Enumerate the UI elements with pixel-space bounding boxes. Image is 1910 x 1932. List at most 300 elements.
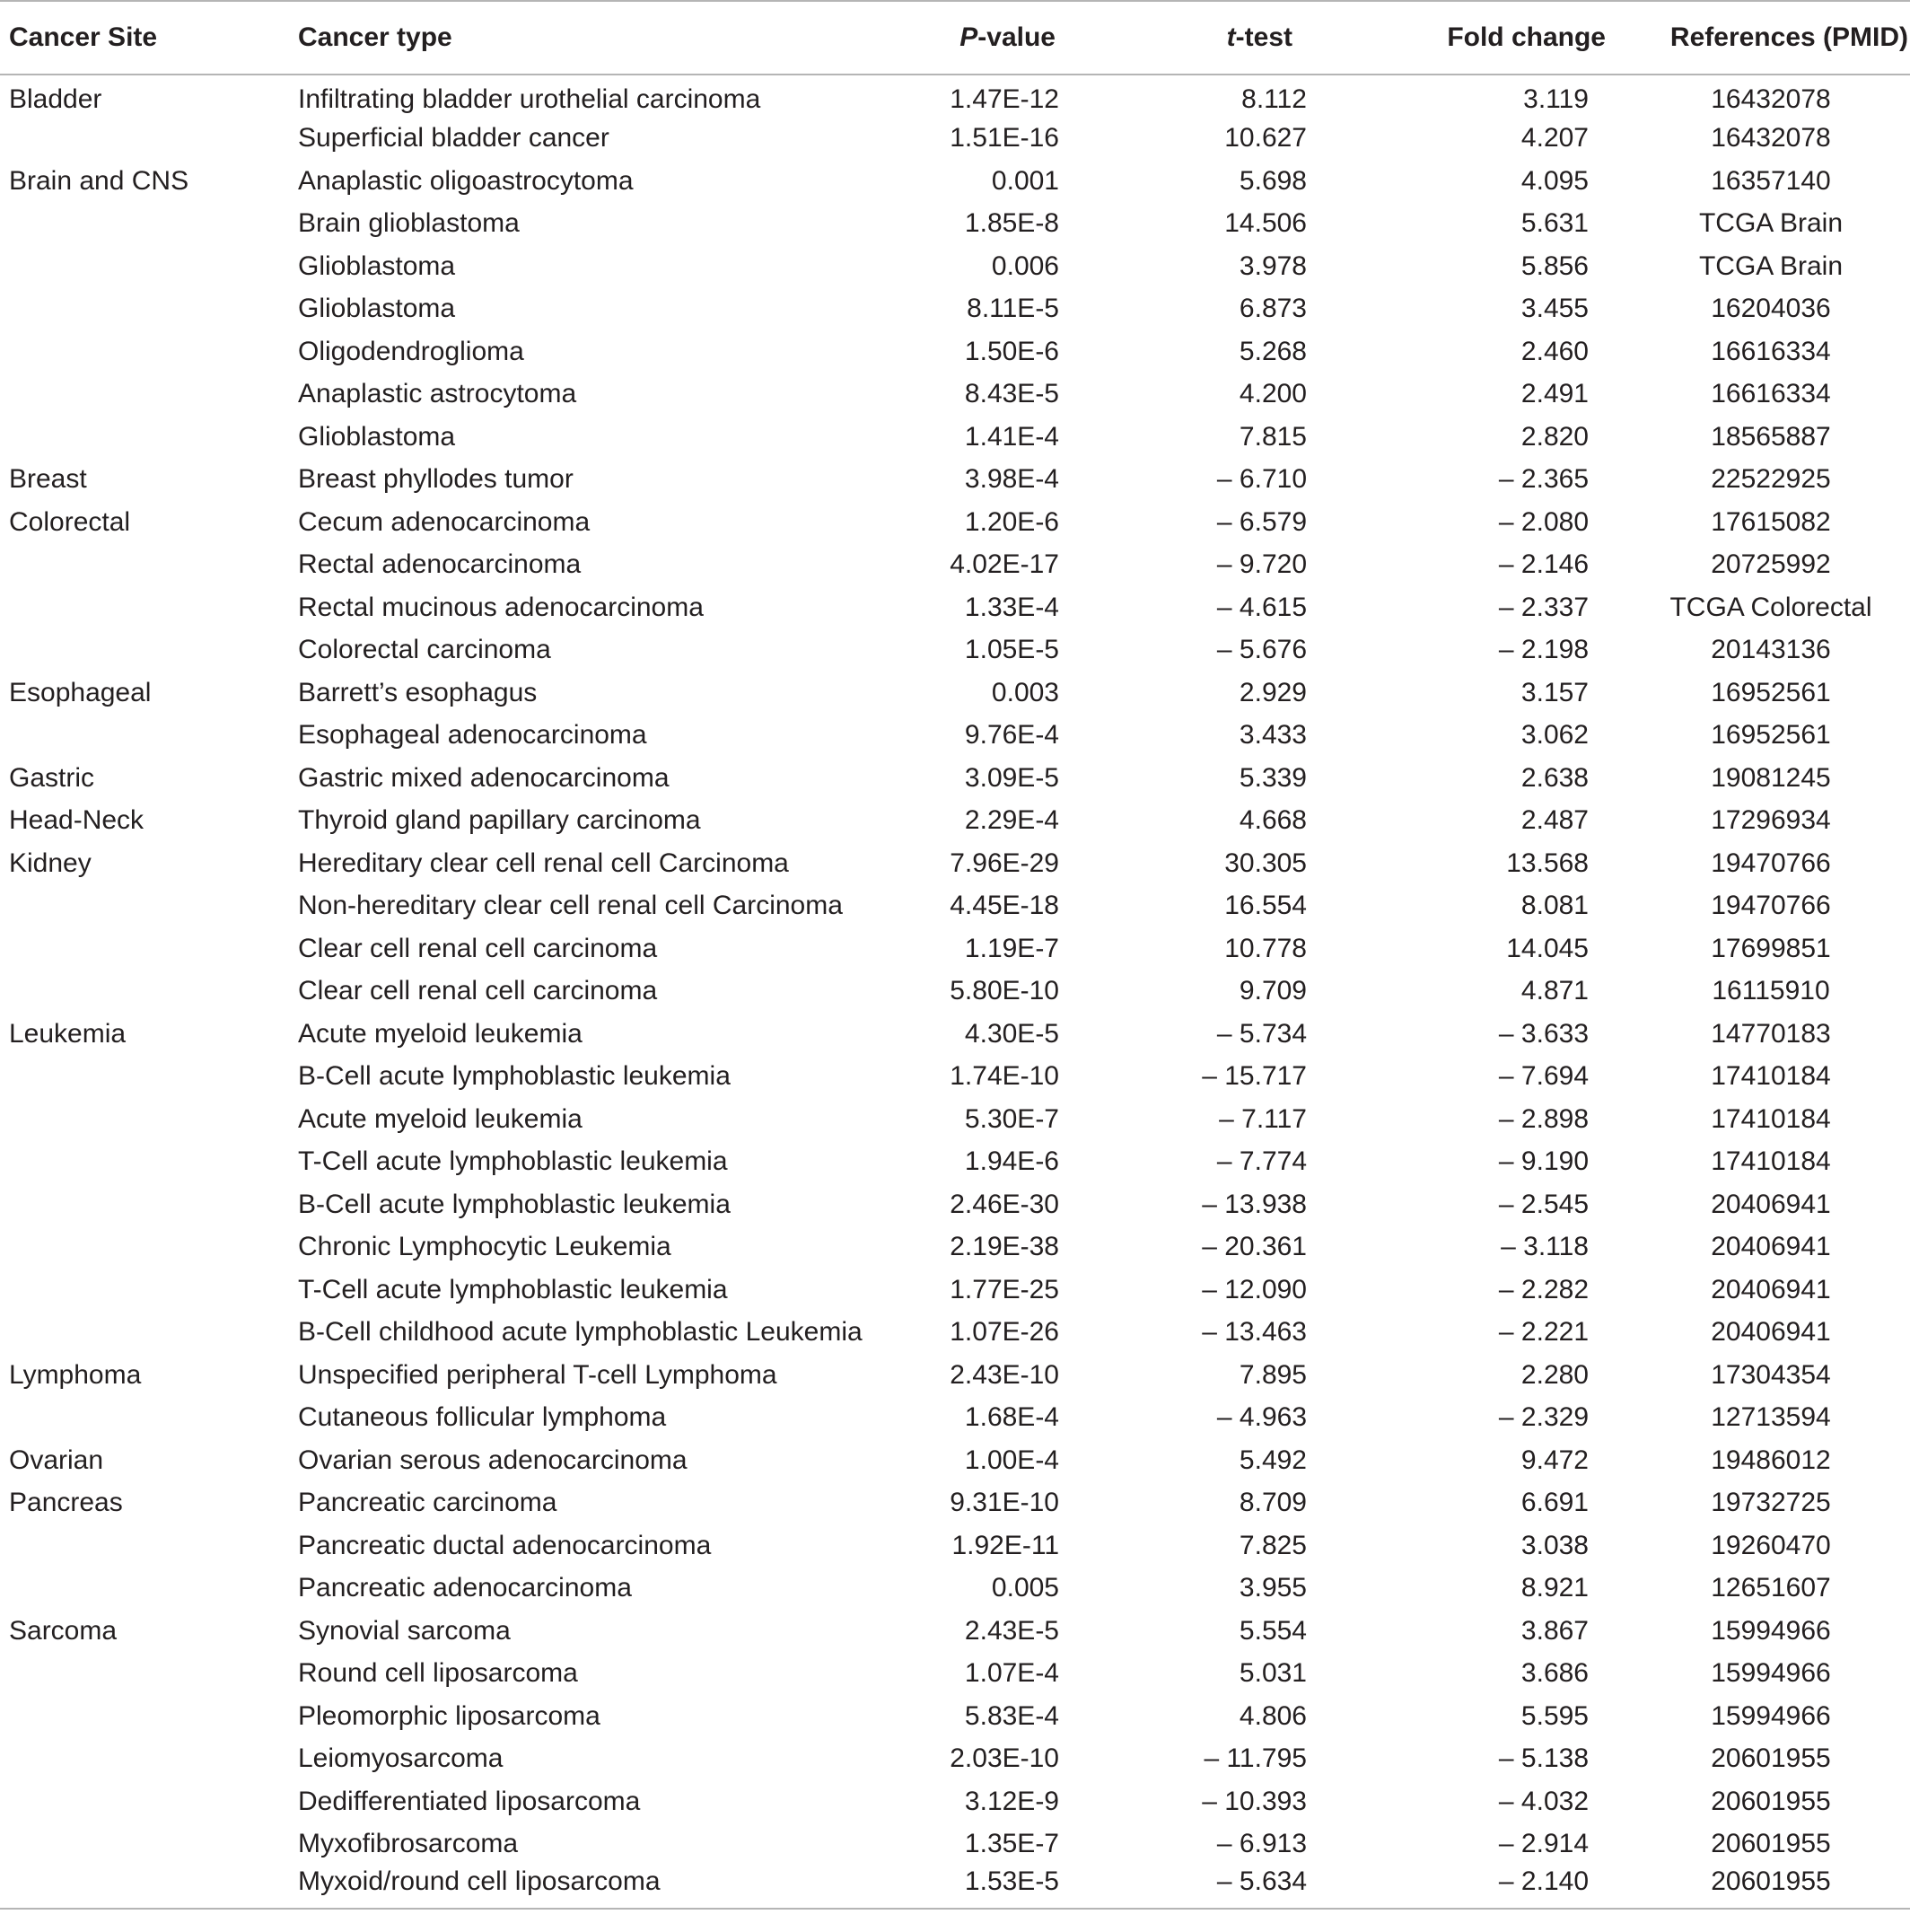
cell-cancer-site <box>0 1866 289 1909</box>
cell-p-value: 1.94E-6 <box>964 1146 1059 1177</box>
cell-cancer-site <box>0 629 289 672</box>
cell-cancer-type: Acute myeloid leukemia <box>298 1018 583 1049</box>
cell-reference: 20725992 <box>1711 549 1831 580</box>
cell-reference: 19081245 <box>1711 762 1831 793</box>
cell-t-test: 4.806 <box>1239 1700 1307 1731</box>
cell-cancer-type: Superficial bladder cancer <box>298 123 609 154</box>
cell-p-value: 1.07E-26 <box>950 1317 1059 1348</box>
cell-reference: 16357140 <box>1711 165 1831 196</box>
cell-cancer-site: Ovarian <box>9 1445 104 1475</box>
cell-fold-change: 8.921 <box>1520 1573 1589 1603</box>
cell-cancer-type: Rectal mucinous adenocarcinoma <box>298 592 704 622</box>
cell-cancer-type: B-Cell acute lymphoblastic leukemia <box>298 1061 731 1092</box>
cell-reference: 17410184 <box>1711 1061 1831 1092</box>
header-cancer-site: Cancer Site <box>0 1 289 75</box>
cell-fold-change: – 2.365 <box>1498 464 1589 495</box>
cell-t-test: 3.433 <box>1239 720 1307 751</box>
cell-t-test: – 13.463 <box>1202 1317 1307 1348</box>
cell-p-value: 2.29E-4 <box>964 805 1059 836</box>
cell-cancer-type: Acute myeloid leukemia <box>298 1103 583 1134</box>
table-row <box>0 800 1910 843</box>
cell-fold-change: 3.686 <box>1520 1658 1589 1689</box>
cell-t-test: – 5.676 <box>1216 635 1307 665</box>
cell-reference: 16204036 <box>1711 294 1831 324</box>
cell-fold-change: 4.871 <box>1520 976 1589 1006</box>
table-row <box>0 1823 1910 1866</box>
cell-fold-change: 2.460 <box>1520 336 1589 366</box>
cell-reference: 19470766 <box>1711 891 1831 921</box>
table-row <box>0 1269 1910 1312</box>
header-references: References (PMID) <box>1610 1 1910 75</box>
cell-cancer-type: Dedifferentiated liposarcoma <box>298 1786 641 1816</box>
cell-fold-change: 3.867 <box>1520 1615 1589 1646</box>
cell-reference: 20601955 <box>1711 1829 1831 1859</box>
cell-fold-change: 3.119 <box>1523 84 1589 115</box>
table-row <box>0 1226 1910 1269</box>
cell-t-test: – 6.913 <box>1216 1829 1307 1859</box>
cell-p-value: 4.02E-17 <box>950 549 1059 580</box>
cell-reference: 16952561 <box>1711 720 1831 751</box>
cell-p-value: 1.53E-5 <box>964 1866 1059 1897</box>
cell-reference: 19260470 <box>1711 1530 1831 1560</box>
cell-reference: 14770183 <box>1711 1018 1831 1049</box>
cell-p-value: 9.31E-10 <box>950 1488 1059 1518</box>
cell-cancer-site <box>0 1269 289 1312</box>
cell-cancer-type: Rectal adenocarcinoma <box>298 549 582 580</box>
cell-reference: 17304354 <box>1711 1359 1831 1390</box>
cell-t-test: 5.492 <box>1239 1445 1307 1475</box>
table-row <box>0 501 1910 544</box>
cell-t-test: 3.955 <box>1239 1573 1307 1603</box>
cell-fold-change: 2.638 <box>1520 762 1589 793</box>
cell-reference: 17615082 <box>1711 506 1831 537</box>
cell-cancer-type: Unspecified peripheral T-cell Lymphoma <box>298 1359 777 1390</box>
cell-fold-change: 3.157 <box>1520 677 1589 707</box>
cell-cancer-site: Bladder <box>9 84 102 115</box>
cell-cancer-site <box>0 1653 289 1696</box>
cell-cancer-site <box>0 1183 289 1226</box>
cell-t-test: 8.709 <box>1239 1488 1307 1518</box>
cell-fold-change: 2.280 <box>1520 1359 1589 1390</box>
cell-cancer-site: Gastric <box>9 762 95 793</box>
cell-cancer-type: Cutaneous follicular lymphoma <box>298 1402 667 1433</box>
cell-cancer-site <box>0 970 289 1014</box>
cell-fold-change: – 5.138 <box>1498 1743 1589 1774</box>
cell-reference: 22522925 <box>1711 464 1831 495</box>
cell-fold-change: – 2.545 <box>1498 1189 1589 1219</box>
cell-p-value: 2.19E-38 <box>950 1232 1059 1262</box>
cell-cancer-type: Esophageal adenocarcinoma <box>298 720 647 751</box>
cell-cancer-type: Round cell liposarcoma <box>298 1658 578 1689</box>
cell-t-test: – 13.938 <box>1202 1189 1307 1219</box>
table-row <box>0 1056 1910 1099</box>
cell-p-value: 1.35E-7 <box>964 1829 1059 1859</box>
table-row <box>0 885 1910 928</box>
cell-fold-change: 6.691 <box>1520 1488 1589 1518</box>
cell-fold-change: 4.095 <box>1520 165 1589 196</box>
cell-reference: 20601955 <box>1711 1866 1831 1897</box>
cell-cancer-site: Esophageal <box>9 677 152 707</box>
cell-cancer-type: Pancreatic carcinoma <box>298 1488 557 1518</box>
cell-cancer-type: Leiomyosarcoma <box>298 1743 504 1774</box>
cell-t-test: 14.506 <box>1224 208 1307 239</box>
cell-p-value: 9.76E-4 <box>964 720 1059 751</box>
cell-p-value: 3.09E-5 <box>964 762 1059 793</box>
cell-t-test: 4.200 <box>1239 379 1307 409</box>
cell-fold-change: 5.631 <box>1520 208 1589 239</box>
cell-cancer-site <box>0 203 289 246</box>
cell-reference: 16432078 <box>1711 123 1831 154</box>
cell-cancer-site: Pancreas <box>9 1488 123 1518</box>
cell-cancer-type: Myxoid/round cell liposarcoma <box>298 1866 661 1897</box>
cell-fold-change: – 2.914 <box>1498 1829 1589 1859</box>
cell-p-value: 2.43E-5 <box>964 1615 1059 1646</box>
cell-fold-change: 2.820 <box>1520 421 1589 452</box>
table-header <box>0 1 1910 75</box>
cell-t-test: 16.554 <box>1224 891 1307 921</box>
cell-cancer-site: Kidney <box>9 847 92 878</box>
cell-fold-change: 4.207 <box>1520 123 1589 154</box>
cell-p-value: 5.83E-4 <box>964 1700 1059 1731</box>
table-row <box>0 1439 1910 1482</box>
cell-p-value: 1.77E-25 <box>950 1274 1059 1304</box>
cell-cancer-site <box>0 1524 289 1568</box>
cell-t-test: 5.554 <box>1239 1615 1307 1646</box>
cell-cancer-site <box>0 1568 289 1611</box>
cell-fold-change: – 9.190 <box>1498 1146 1589 1177</box>
cell-reference: 20406941 <box>1711 1317 1831 1348</box>
cell-cancer-site <box>0 1312 289 1355</box>
cell-fold-change: 5.595 <box>1520 1700 1589 1731</box>
header-p-value-rest: -value <box>977 22 1056 52</box>
cell-t-test: 9.709 <box>1239 976 1307 1006</box>
cell-cancer-type: B-Cell childhood acute lymphoblastic Leukemia <box>298 1317 863 1348</box>
cell-fold-change: 5.856 <box>1520 250 1589 281</box>
table-row <box>0 459 1910 502</box>
cell-p-value: 1.68E-4 <box>964 1402 1059 1433</box>
table-row <box>0 1354 1910 1397</box>
table-row <box>0 203 1910 246</box>
cell-cancer-type: Cecum adenocarcinoma <box>298 506 591 537</box>
table-row <box>0 586 1910 629</box>
header-fold-change: Fold change <box>1366 1 1610 75</box>
cell-reference: 16616334 <box>1711 379 1831 409</box>
cell-p-value: 1.20E-6 <box>964 506 1059 537</box>
cell-t-test: 3.978 <box>1239 250 1307 281</box>
cell-reference: TCGA Colorectal <box>1669 592 1872 622</box>
cell-p-value: 1.00E-4 <box>964 1445 1059 1475</box>
cell-cancer-site <box>0 1098 289 1141</box>
cell-cancer-site <box>0 288 289 331</box>
cell-p-value: 1.19E-7 <box>964 933 1059 963</box>
cell-p-value: 0.006 <box>991 250 1059 281</box>
cell-t-test: – 12.090 <box>1202 1274 1307 1304</box>
cell-cancer-site <box>0 586 289 629</box>
cell-cancer-type: Oligodendroglioma <box>298 336 524 366</box>
cell-fold-change: 2.491 <box>1520 379 1589 409</box>
table-row <box>0 1312 1910 1355</box>
cell-t-test: – 10.393 <box>1202 1786 1307 1816</box>
table-row <box>0 373 1910 417</box>
cell-cancer-type: Clear cell renal cell carcinoma <box>298 976 658 1006</box>
cell-cancer-site <box>0 1780 289 1823</box>
cell-cancer-site <box>0 544 289 587</box>
cell-fold-change: – 2.146 <box>1498 549 1589 580</box>
table-row <box>0 1695 1910 1738</box>
cell-fold-change: – 2.898 <box>1498 1103 1589 1134</box>
header-p-value-italic: P <box>959 22 978 52</box>
cell-fold-change: – 2.221 <box>1498 1317 1589 1348</box>
cell-cancer-type: Pancreatic ductal adenocarcinoma <box>298 1530 712 1560</box>
cell-reference: 20406941 <box>1711 1232 1831 1262</box>
cell-cancer-site <box>0 885 289 928</box>
table-row <box>0 715 1910 758</box>
cell-cancer-site <box>0 1695 289 1738</box>
table-row <box>0 1013 1910 1056</box>
cell-fold-change: 13.568 <box>1506 847 1589 878</box>
cell-reference: 15994966 <box>1711 1615 1831 1646</box>
cell-p-value: 1.74E-10 <box>950 1061 1059 1092</box>
cell-cancer-site <box>0 927 289 970</box>
cell-t-test: 7.825 <box>1239 1530 1307 1560</box>
cell-p-value: 1.47E-12 <box>950 84 1059 115</box>
cell-cancer-site: Head-Neck <box>9 805 145 836</box>
cell-cancer-type: Ovarian serous adenocarcinoma <box>298 1445 688 1475</box>
table-row <box>0 1397 1910 1440</box>
cell-reference: 17410184 <box>1711 1146 1831 1177</box>
table-row <box>0 1610 1910 1653</box>
cell-p-value: 7.96E-29 <box>950 847 1059 878</box>
cell-reference: 19732725 <box>1711 1488 1831 1518</box>
cell-p-value: 1.92E-11 <box>951 1530 1059 1560</box>
cell-cancer-site <box>0 416 289 459</box>
cell-cancer-type: T-Cell acute lymphoblastic leukemia <box>298 1146 728 1177</box>
cell-p-value: 1.51E-16 <box>950 123 1059 154</box>
cell-cancer-type: Thyroid gland papillary carcinoma <box>298 805 701 836</box>
cell-reference: 20143136 <box>1711 635 1831 665</box>
cell-cancer-site <box>0 1397 289 1440</box>
cell-fold-change: – 4.032 <box>1498 1786 1589 1816</box>
cell-fold-change: – 2.080 <box>1498 506 1589 537</box>
cell-t-test: – 4.615 <box>1216 592 1307 622</box>
cell-t-test: 4.668 <box>1239 805 1307 836</box>
cell-t-test: – 5.734 <box>1216 1018 1307 1049</box>
cell-t-test: 6.873 <box>1239 294 1307 324</box>
cell-reference: 20601955 <box>1711 1786 1831 1816</box>
cell-t-test: – 6.579 <box>1216 506 1307 537</box>
cell-fold-change: 3.455 <box>1520 294 1589 324</box>
cell-p-value: 0.003 <box>991 677 1059 707</box>
cell-cancer-type: Breast phyllodes tumor <box>298 464 574 495</box>
cell-reference: 17410184 <box>1711 1103 1831 1134</box>
cell-reference: 20406941 <box>1711 1274 1831 1304</box>
cell-p-value: 8.43E-5 <box>964 379 1059 409</box>
table-row <box>0 330 1910 373</box>
cell-t-test: 7.815 <box>1239 421 1307 452</box>
table-row <box>0 927 1910 970</box>
table-row <box>0 245 1910 288</box>
cell-cancer-type: Infiltrating bladder urothelial carcinoma <box>298 84 761 115</box>
cell-t-test: 5.268 <box>1239 336 1307 366</box>
cell-cancer-site <box>0 1823 289 1866</box>
table-row <box>0 672 1910 715</box>
cell-p-value: 2.46E-30 <box>950 1189 1059 1219</box>
table-row <box>0 629 1910 672</box>
cell-fold-change: 3.062 <box>1520 720 1589 751</box>
header-t-test-rest: -test <box>1235 22 1292 52</box>
cell-cancer-type: Colorectal carcinoma <box>298 635 551 665</box>
cell-t-test: – 20.361 <box>1202 1232 1307 1262</box>
cell-p-value: 3.98E-4 <box>964 464 1059 495</box>
table-row <box>0 288 1910 331</box>
header-t-test-italic: t <box>1226 22 1236 52</box>
cell-cancer-type: Gastric mixed adenocarcinoma <box>298 762 670 793</box>
cell-reference: 18565887 <box>1711 421 1831 452</box>
cell-cancer-type: Glioblastoma <box>298 294 456 324</box>
header-row <box>0 1 1910 75</box>
table-row <box>0 1738 1910 1781</box>
table-row <box>0 1098 1910 1141</box>
table-row <box>0 1482 1910 1525</box>
cell-reference: 16115910 <box>1712 976 1830 1006</box>
cell-cancer-type: T-Cell acute lymphoblastic leukemia <box>298 1274 728 1304</box>
cell-fold-change: – 2.140 <box>1498 1866 1589 1897</box>
cell-t-test: 10.778 <box>1224 933 1307 963</box>
cell-reference: 16952561 <box>1711 677 1831 707</box>
cell-p-value: 0.001 <box>991 165 1059 196</box>
cell-cancer-site <box>0 330 289 373</box>
cell-fold-change: – 7.694 <box>1498 1061 1589 1092</box>
cell-t-test: – 7.774 <box>1216 1146 1307 1177</box>
cell-p-value: 5.80E-10 <box>950 976 1059 1006</box>
table-row <box>0 160 1910 203</box>
cell-p-value: 1.85E-8 <box>964 208 1059 239</box>
cell-reference: TCGA Brain <box>1698 250 1844 281</box>
table-row <box>0 1866 1910 1909</box>
table-row <box>0 1653 1910 1696</box>
table-row <box>0 75 1910 118</box>
cell-t-test: – 11.795 <box>1204 1743 1307 1774</box>
table-row <box>0 416 1910 459</box>
cell-p-value: 2.43E-10 <box>950 1359 1059 1390</box>
cell-fold-change: 2.487 <box>1520 805 1589 836</box>
table-row <box>0 1141 1910 1184</box>
cell-t-test: – 7.117 <box>1219 1103 1307 1134</box>
table-row <box>0 544 1910 587</box>
table-row <box>0 1780 1910 1823</box>
cell-t-test: 5.339 <box>1239 762 1307 793</box>
cell-t-test: – 4.963 <box>1216 1402 1307 1433</box>
cell-p-value: 1.33E-4 <box>964 592 1059 622</box>
cell-t-test: 5.698 <box>1239 165 1307 196</box>
cell-reference: 12651607 <box>1711 1573 1831 1603</box>
cell-cancer-type: Glioblastoma <box>298 250 456 281</box>
cell-cancer-type: Barrett’s esophagus <box>298 677 538 707</box>
cell-p-value: 1.41E-4 <box>964 421 1059 452</box>
cell-fold-change: 8.081 <box>1520 891 1589 921</box>
table-row <box>0 970 1910 1014</box>
cell-reference: 12713594 <box>1711 1402 1831 1433</box>
cell-p-value: 4.45E-18 <box>950 891 1059 921</box>
cell-cancer-type: Brain glioblastoma <box>298 208 520 239</box>
cell-reference: 20601955 <box>1711 1743 1831 1774</box>
cell-fold-change: – 3.633 <box>1498 1018 1589 1049</box>
cell-cancer-site <box>0 1738 289 1781</box>
table-body <box>0 75 1910 1909</box>
cell-cancer-site <box>0 1056 289 1099</box>
cell-fold-change: – 3.118 <box>1501 1232 1589 1262</box>
cell-cancer-type: Synovial sarcoma <box>298 1615 511 1646</box>
cell-cancer-site: Lymphoma <box>9 1359 142 1390</box>
cell-cancer-type: Myxofibrosarcoma <box>298 1829 519 1859</box>
table-row <box>0 1568 1910 1611</box>
cell-t-test: 10.627 <box>1224 123 1307 154</box>
cell-cancer-site <box>0 373 289 417</box>
cell-fold-change: – 2.198 <box>1498 635 1589 665</box>
cell-reference: 16616334 <box>1711 336 1831 366</box>
cell-cancer-site <box>0 245 289 288</box>
cell-fold-change: – 2.329 <box>1498 1402 1589 1433</box>
table-row <box>0 1524 1910 1568</box>
cell-cancer-site: Brain and CNS <box>9 165 189 196</box>
table-row <box>0 118 1910 161</box>
cell-p-value: 5.30E-7 <box>964 1103 1059 1134</box>
cell-cancer-site: Colorectal <box>9 506 131 537</box>
cell-fold-change: – 2.337 <box>1498 592 1589 622</box>
cell-cancer-site <box>0 1141 289 1184</box>
cell-reference: 15994966 <box>1711 1658 1831 1689</box>
cell-cancer-type: Clear cell renal cell carcinoma <box>298 933 658 963</box>
cell-p-value: 4.30E-5 <box>964 1018 1059 1049</box>
cell-t-test: – 15.717 <box>1202 1061 1307 1092</box>
cell-cancer-site: Sarcoma <box>9 1615 118 1646</box>
header-p-value <box>898 1 1131 75</box>
cell-cancer-site: Leukemia <box>9 1018 127 1049</box>
cell-reference: 17699851 <box>1711 933 1831 963</box>
cell-p-value: 3.12E-9 <box>964 1786 1059 1816</box>
cell-t-test: 5.031 <box>1239 1658 1307 1689</box>
header-cancer-type: Cancer type <box>289 1 898 75</box>
cell-t-test: 7.895 <box>1239 1359 1307 1390</box>
cell-p-value: 8.11E-5 <box>967 294 1059 324</box>
table-row <box>0 757 1910 800</box>
cell-cancer-site <box>0 118 289 161</box>
cell-fold-change: – 2.282 <box>1498 1274 1589 1304</box>
cell-cancer-type: B-Cell acute lymphoblastic leukemia <box>298 1189 731 1219</box>
cell-cancer-type: Anaplastic astrocytoma <box>298 379 577 409</box>
table-row <box>0 1183 1910 1226</box>
cell-t-test: – 9.720 <box>1216 549 1307 580</box>
cell-reference: TCGA Brain <box>1698 208 1844 239</box>
cell-reference: 19470766 <box>1711 847 1831 878</box>
cell-t-test: 30.305 <box>1224 847 1307 878</box>
cell-cancer-type: Pleomorphic liposarcoma <box>298 1700 600 1731</box>
cell-cancer-type: Non-hereditary clear cell renal cell Carcinoma <box>298 891 843 921</box>
cell-reference: 20406941 <box>1711 1189 1831 1219</box>
cell-cancer-site <box>0 1226 289 1269</box>
cell-t-test: 8.112 <box>1241 84 1307 115</box>
header-t-test <box>1131 1 1366 75</box>
cell-t-test: – 6.710 <box>1216 464 1307 495</box>
cell-cancer-type: Glioblastoma <box>298 421 456 452</box>
cell-cancer-site: Breast <box>9 464 87 495</box>
cell-reference: 16432078 <box>1711 84 1831 115</box>
cell-t-test: – 5.634 <box>1216 1866 1307 1897</box>
cell-fold-change: 3.038 <box>1520 1530 1589 1560</box>
cell-p-value: 1.50E-6 <box>964 336 1059 366</box>
cell-p-value: 1.05E-5 <box>964 635 1059 665</box>
cell-p-value: 2.03E-10 <box>950 1743 1059 1774</box>
